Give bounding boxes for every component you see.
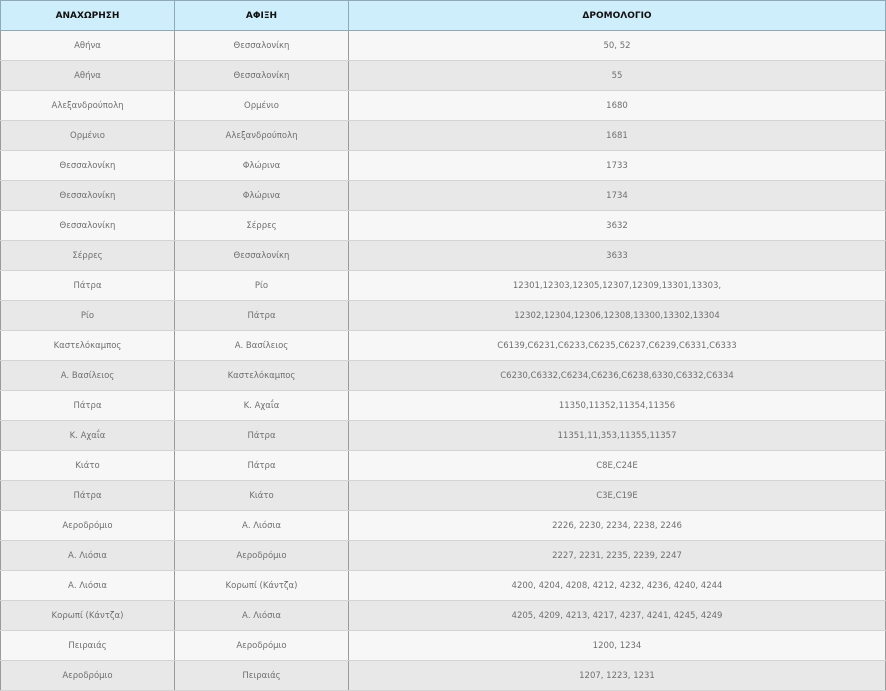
cell-arrival: Κορωπί (Κάντζα) (175, 571, 349, 601)
cell-route: 3632 (349, 211, 886, 241)
cell-departure: Ορμένιο (1, 121, 175, 151)
cell-departure: Α. Βασίλειος (1, 361, 175, 391)
cell-arrival: Αλεξανδρούπολη (175, 121, 349, 151)
cell-route: C6139,C6231,C6233,C6235,C6237,C6239,C6331,C6333 (349, 331, 886, 361)
cell-arrival: Θεσσαλονίκη (175, 241, 349, 271)
cell-arrival: Πάτρα (175, 421, 349, 451)
cell-departure: Σέρρες (1, 241, 175, 271)
cell-arrival: Κιάτο (175, 481, 349, 511)
cell-route: 12301,12303,12305,12307,12309,13301,13303, (349, 271, 886, 301)
cell-arrival: Αεροδρόμιο (175, 631, 349, 661)
cell-route: C8E,C24E (349, 451, 886, 481)
cell-arrival: Θεσσαλονίκη (175, 31, 349, 61)
cell-route: 1680 (349, 91, 886, 121)
cell-arrival: Αεροδρόμιο (175, 541, 349, 571)
table-row (1, 421, 886, 451)
cell-route: 1681 (349, 121, 886, 151)
cell-departure: Θεσσαλονίκη (1, 181, 175, 211)
cell-departure: Πειραιάς (1, 631, 175, 661)
table-row (1, 601, 886, 631)
table-row (1, 121, 886, 151)
cell-departure: Αθήνα (1, 61, 175, 91)
table-row (1, 241, 886, 271)
table-row (1, 91, 886, 121)
cell-departure: Α. Λιόσια (1, 571, 175, 601)
cell-arrival: Πάτρα (175, 301, 349, 331)
cell-arrival: Καστελόκαμπος (175, 361, 349, 391)
cell-departure: Πάτρα (1, 481, 175, 511)
cell-arrival: Φλώρινα (175, 151, 349, 181)
cell-departure: Θεσσαλονίκη (1, 151, 175, 181)
table-row (1, 151, 886, 181)
table-row (1, 211, 886, 241)
cell-route: 4205, 4209, 4213, 4217, 4237, 4241, 4245, 4249 (349, 601, 886, 631)
table-row (1, 271, 886, 301)
cell-arrival: Θεσσαλονίκη (175, 61, 349, 91)
table-row (1, 571, 886, 601)
cell-arrival: Α. Βασίλειος (175, 331, 349, 361)
cell-departure: Κορωπί (Κάντζα) (1, 601, 175, 631)
table-row (1, 391, 886, 421)
cell-route: 2226, 2230, 2234, 2238, 2246 (349, 511, 886, 541)
cell-departure: Πάτρα (1, 391, 175, 421)
cell-route: 3633 (349, 241, 886, 271)
cell-departure: Αθήνα (1, 31, 175, 61)
cell-departure: Κιάτο (1, 451, 175, 481)
cell-arrival: Κ. Αχαΐα (175, 391, 349, 421)
table-row (1, 511, 886, 541)
table-row (1, 361, 886, 391)
cell-departure: Πάτρα (1, 271, 175, 301)
cell-route: 4200, 4204, 4208, 4212, 4232, 4236, 4240, 4244 (349, 571, 886, 601)
cell-route: 2227, 2231, 2235, 2239, 2247 (349, 541, 886, 571)
cell-departure: Αλεξανδρούπολη (1, 91, 175, 121)
cell-route: C6230,C6332,C6234,C6236,C6238,6330,C6332,C6334 (349, 361, 886, 391)
cell-route: 11351,11,353,11355,11357 (349, 421, 886, 451)
cell-route: C3E,C19E (349, 481, 886, 511)
cell-route: 1734 (349, 181, 886, 211)
table-row (1, 661, 886, 691)
table-row (1, 301, 886, 331)
cell-arrival: Α. Λιόσια (175, 511, 349, 541)
cell-departure: Ρίο (1, 301, 175, 331)
table-row (1, 451, 886, 481)
table-row (1, 481, 886, 511)
header-arrival: ΑΦΙΞΗ (175, 1, 349, 31)
cell-departure: Αεροδρόμιο (1, 661, 175, 691)
cell-route: 1200, 1234 (349, 631, 886, 661)
cell-arrival: Πειραιάς (175, 661, 349, 691)
cell-arrival: Πάτρα (175, 451, 349, 481)
cell-arrival: Φλώρινα (175, 181, 349, 211)
cell-departure: Αεροδρόμιο (1, 511, 175, 541)
header-departure: ΑΝΑΧΩΡΗΣΗ (1, 1, 175, 31)
table-row (1, 541, 886, 571)
cell-arrival: Α. Λιόσια (175, 601, 349, 631)
header-route: ΔΡΟΜΟΛΟΓΙΟ (349, 1, 886, 31)
cell-route: 55 (349, 61, 886, 91)
cell-route: 12302,12304,12306,12308,13300,13302,13304 (349, 301, 886, 331)
cell-departure: Καστελόκαμπος (1, 331, 175, 361)
cell-arrival: Ρίο (175, 271, 349, 301)
cell-departure: Θεσσαλονίκη (1, 211, 175, 241)
table-row (1, 181, 886, 211)
cell-departure: Α. Λιόσια (1, 541, 175, 571)
cell-route: 11350,11352,11354,11356 (349, 391, 886, 421)
cell-arrival: Σέρρες (175, 211, 349, 241)
table-header-row (1, 1, 886, 31)
cell-route: 50, 52 (349, 31, 886, 61)
table-body (1, 31, 886, 691)
cell-departure: Κ. Αχαΐα (1, 421, 175, 451)
table-row (1, 331, 886, 361)
cell-route: 1207, 1223, 1231 (349, 661, 886, 691)
table-row (1, 631, 886, 661)
cell-arrival: Ορμένιο (175, 91, 349, 121)
table-row (1, 31, 886, 61)
table-row (1, 61, 886, 91)
cell-route: 1733 (349, 151, 886, 181)
